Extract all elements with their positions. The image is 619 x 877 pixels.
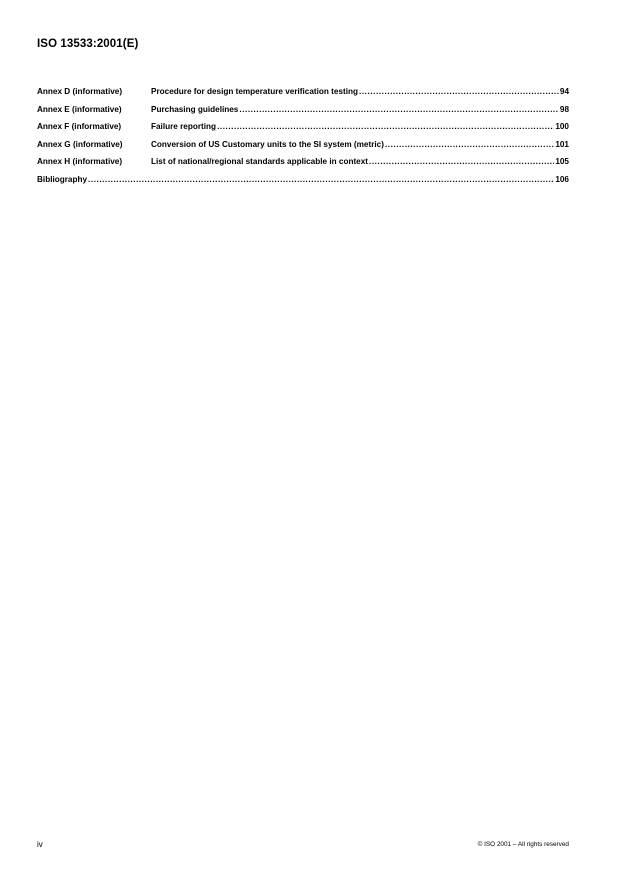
toc-entry-annex-f[interactable] — [37, 122, 569, 140]
toc-entry-label — [37, 175, 87, 184]
document-id-header: ISO 13533:2001(E) — [37, 38, 139, 50]
toc-title: Procedure for design temperature verification testing — [151, 87, 359, 96]
toc-leader-dots — [369, 157, 554, 166]
toc-page-number: 101 — [555, 139, 569, 149]
toc-page-number: 106 — [555, 174, 569, 184]
toc-page-number: 105 — [555, 157, 569, 167]
toc-annex-label: Annex D (informative) — [37, 87, 123, 96]
toc-entry-annex-d[interactable] — [37, 87, 569, 105]
footer-copyright: © ISO 2001 – All rights reserved — [477, 841, 569, 848]
table-of-contents — [37, 87, 569, 193]
toc-page-number: 100 — [555, 122, 569, 132]
toc-title: Purchasing guidelines — [151, 104, 239, 114]
toc-leader-dots — [359, 87, 559, 96]
toc-entry-label — [37, 122, 216, 131]
toc-leader-dots — [88, 175, 554, 184]
toc-title: List of national/regional standards applicable in context — [151, 157, 369, 167]
toc-entry-annex-g[interactable] — [37, 140, 569, 158]
toc-leader-dots — [217, 122, 554, 131]
toc-annex-label: Annex H (informative) — [37, 157, 123, 167]
toc-entry-annex-h[interactable] — [37, 157, 569, 175]
toc-title: Failure reporting — [151, 122, 217, 132]
toc-entry-label — [37, 157, 368, 166]
toc-entry-annex-e[interactable] — [37, 105, 569, 123]
toc-annex-label: Annex F (informative) — [37, 122, 122, 132]
toc-entry-label — [37, 140, 384, 149]
toc-annex-label: Annex E (informative) — [37, 104, 122, 114]
toc-page-number: 94 — [559, 87, 569, 96]
toc-entry-bibliography[interactable] — [37, 175, 569, 193]
toc-page-number: 98 — [559, 104, 569, 114]
toc-leader-dots — [385, 140, 554, 149]
toc-title: Bibliography — [37, 174, 88, 184]
footer-page-number: iv — [37, 840, 43, 849]
toc-annex-label: Annex G (informative) — [37, 139, 123, 149]
toc-title: Conversion of US Customary units to the SI system (metric) — [151, 139, 384, 149]
toc-entry-label — [37, 105, 238, 114]
toc-entry-label — [37, 87, 358, 96]
toc-leader-dots — [239, 105, 559, 114]
